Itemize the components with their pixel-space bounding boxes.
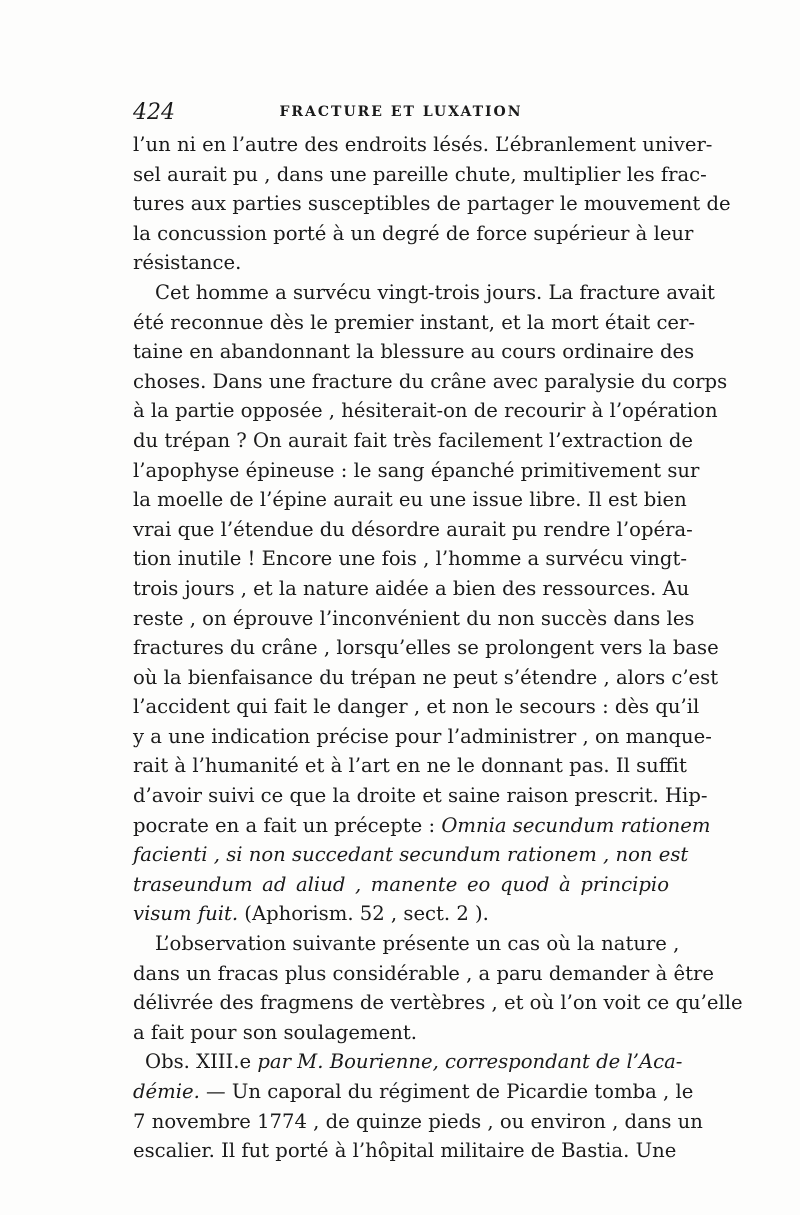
text-line: vrai que l’étendue du désordre aurait pu rendre l’opéra- xyxy=(133,517,693,541)
text-line: tures aux parties susceptibles de partager le mouvement de xyxy=(133,192,731,216)
text-line: été reconnue dès le premier instant, et la mort était cer- xyxy=(133,310,695,334)
aphorism-reference: (Aphorism. 52 , sect. 2 ). xyxy=(244,902,489,926)
latin-quote-start: Omnia secundum rationem xyxy=(441,813,711,837)
running-title: FRACTURE ET LUXATION xyxy=(279,104,523,120)
observation-author-end: démie. xyxy=(133,1080,200,1103)
running-head xyxy=(133,100,669,126)
text-line: a fait pour son soulagement. xyxy=(133,1020,417,1044)
text-line xyxy=(133,1047,683,1077)
latin-quote-line: traseundum ad aliud , manente eo quod à principio xyxy=(133,872,669,896)
text-fragment: pocrate en a fait un précepte : xyxy=(133,813,436,837)
text-line: où la bienfaisance du trépan ne peut s’étendre , alors c’est xyxy=(133,665,719,689)
text-line: l’apophyse épineuse : le sang épanché primitivement sur xyxy=(133,458,700,482)
text-fragment: — Un caporal du régiment de Picardie tomba , le xyxy=(206,1080,694,1103)
text-line: taine en abandonnant la blessure au cours ordinaire des xyxy=(133,340,695,364)
text-line: à la partie opposée , hésiterait-on de recourir à l’opération xyxy=(133,399,718,423)
text-line: L’observation suivante présente un cas où la nature , xyxy=(155,932,680,956)
text-line xyxy=(133,811,711,841)
observation-number: Obs. XIII.e xyxy=(145,1050,252,1074)
text-line: la moelle de l’épine aurait eu une issue libre. Il est bien xyxy=(133,488,687,512)
text-line: rait à l’humanité et à l’art en ne le donnant pas. Il suffit xyxy=(133,754,687,778)
page-number: 424 xyxy=(133,100,175,125)
text-line: du trépan ? On aurait fait très facilement l’extraction de xyxy=(133,428,693,452)
latin-quote-line: facienti , si non succedant secundum rationem , non est xyxy=(133,843,689,867)
text-line: 7 novembre 1774 , de quinze pieds , ou environ , dans un xyxy=(133,1109,703,1133)
latin-quote-end: visum fuit. xyxy=(133,902,239,926)
text-line: sel aurait pu , dans une pareille chute, multiplier les frac- xyxy=(133,162,707,186)
text-line: délivrée des fragmens de vertèbres , et où l’on voit ce qu’elle xyxy=(133,991,743,1015)
text-line: la concussion porté à un degré de force supérieur à leur xyxy=(133,221,694,245)
text-line: choses. Dans une fracture du crâne avec paralysie du corps xyxy=(133,369,728,393)
text-line xyxy=(133,1077,694,1107)
body-text xyxy=(133,130,743,1166)
text-line: Cet homme a survécu vingt-trois jours. La fracture avait xyxy=(155,280,715,304)
text-line: trois jours , et la nature aidée a bien des ressources. Au xyxy=(133,576,690,600)
text-line: fractures du crâne , lorsqu’elles se prolongent vers la base xyxy=(133,636,719,660)
text-line: l’accident qui fait le danger , et non le secours : dès qu’il xyxy=(133,695,700,719)
text-line: l’un ni en l’autre des endroits lésés. L’ébranlement univer- xyxy=(133,133,713,156)
text-line: reste , on éprouve l’inconvénient du non succès dans les xyxy=(133,606,695,630)
text-line xyxy=(133,899,669,929)
text-line: escalier. Il fut porté à l’hôpital militaire de Bastia. Une xyxy=(133,1139,677,1163)
text-line: tion inutile ! Encore une fois , l’homme a survécu vingt- xyxy=(133,547,687,571)
text-line: dans un fracas plus considérable , a paru demander à être xyxy=(133,961,714,985)
text-line: d’avoir suivi ce que la droite et saine raison prescrit. Hip- xyxy=(133,784,708,808)
observation-author: par M. Bourienne, correspondant de l’Aca- xyxy=(257,1050,683,1074)
text-line: résistance. xyxy=(133,251,242,275)
text-line: y a une indication précise pour l’administrer , on manque- xyxy=(133,724,712,748)
